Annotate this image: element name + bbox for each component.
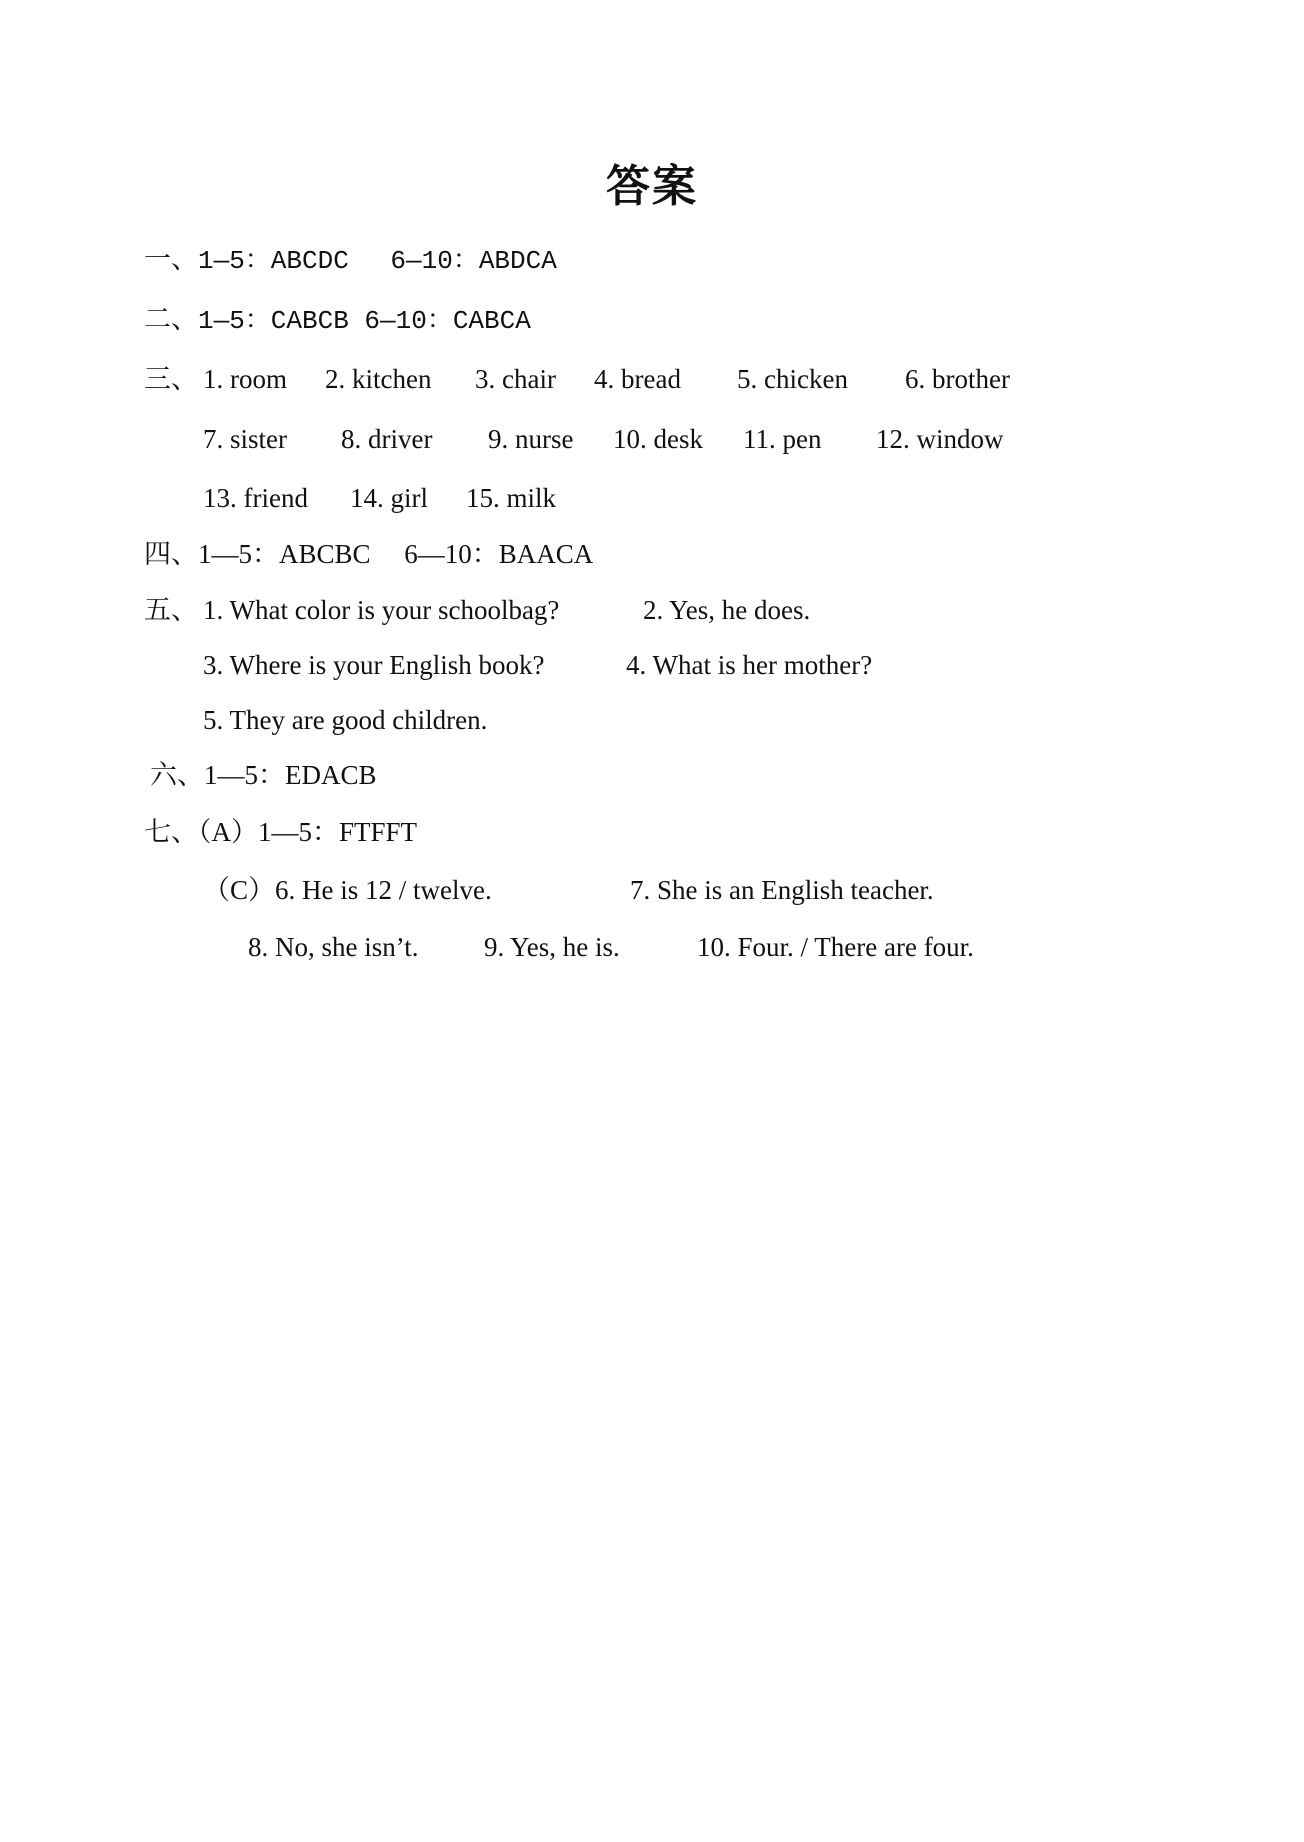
section-6 <box>150 758 377 793</box>
list-item: 9. Yes, he is. <box>484 932 620 962</box>
section-1-answers: 1—5：ABCDC 6—10：ABDCA <box>198 246 557 276</box>
section-3-number: 三、 <box>144 364 198 394</box>
section-1-number: 一、 <box>144 244 198 275</box>
section-7 <box>144 815 417 850</box>
list-item: 11. pen <box>743 424 822 454</box>
list-item: 6. brother <box>905 364 1010 394</box>
list-item: 12. window <box>876 424 1004 454</box>
list-item: 2. kitchen <box>325 364 432 394</box>
list-item: 8. driver <box>341 424 433 454</box>
list-item: 1. What color is your schoolbag? <box>203 595 560 625</box>
list-item: 2. Yes, he does. <box>643 595 811 625</box>
section-1 <box>144 242 557 278</box>
list-item: 9. nurse <box>488 424 574 454</box>
list-item: 7. She is an English teacher. <box>630 875 934 905</box>
list-item: 15. milk <box>466 483 557 513</box>
list-item: （C）6. He is 12 / twelve. <box>203 875 492 905</box>
section-4 <box>144 537 593 572</box>
list-item: 14. girl <box>350 483 428 513</box>
section-7-part-a: （A）1—5：FTFFT <box>198 817 418 847</box>
list-item: 3. chair <box>475 364 556 394</box>
list-item: 3. Where is your English book? <box>203 650 545 680</box>
section-2-answers: 1—5：CABCB 6—10：CABCA <box>198 306 531 336</box>
list-item: 4. What is her mother? <box>626 650 873 680</box>
list-item: 10. Four. / There are four. <box>697 932 974 962</box>
list-item: 7. sister <box>203 424 287 454</box>
list-item: 5. They are good children. <box>203 705 488 735</box>
list-item: 5. chicken <box>737 364 848 394</box>
section-6-answers: 1—5：EDACB <box>204 760 377 790</box>
list-item: 10. desk <box>613 424 703 454</box>
section-7-number: 七、 <box>144 817 198 848</box>
section-4-answers: 1—5：ABCBC 6—10：BAACA <box>198 539 594 569</box>
section-2-number: 二、 <box>144 304 198 335</box>
section-5-number: 五、 <box>144 595 198 625</box>
section-6-number: 六、 <box>150 760 204 791</box>
list-item: 13. friend <box>203 483 308 513</box>
section-2 <box>144 302 531 338</box>
list-item: 4. bread <box>594 364 681 394</box>
section-4-number: 四、 <box>144 539 198 570</box>
list-item: 8. No, she isn’t. <box>248 932 419 962</box>
list-item: 1. room <box>203 364 287 394</box>
page-title: 答案 <box>606 161 698 212</box>
